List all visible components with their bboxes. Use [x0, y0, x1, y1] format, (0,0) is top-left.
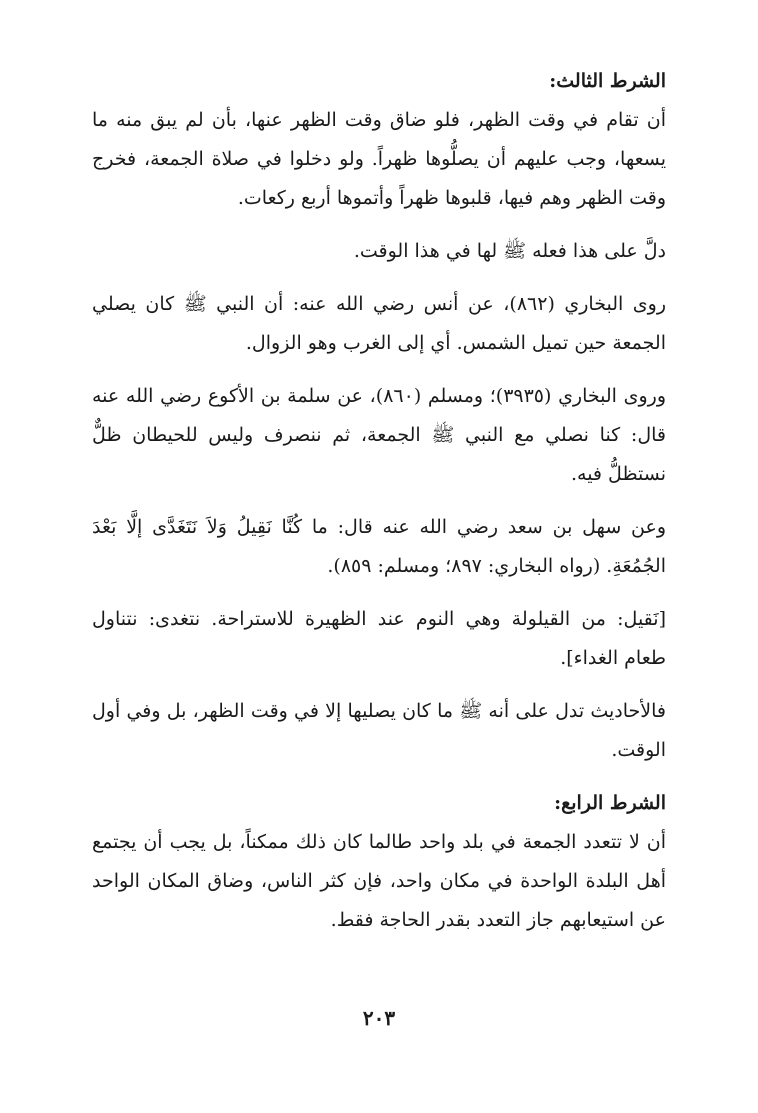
paragraph-hadith-sahl: وعن سهل بن سعد رضي الله عنه قال: ما كُنَّا نَقِيلُ وَلاَ نَتَغَدَّى إلَّا بَعْدَ الجُمُعَةِ. (رواه البخاري: ٨٩٧؛ ومسلم: ٨٥٩). — [92, 516, 666, 577]
paragraph-time-condition: أن تقام في وقت الظهر، فلو ضاق وقت الظهر عنها، بأن لم يبق منه ما يسعها، وجب عليهم أن يصلُّوها ظهراً. ولو دخلوا في صلاة الجمعة، فخرج وقت الظهر وهم فيها، قلبوها ظهراً وأتموها أربع ركعات. — [92, 109, 666, 209]
page-content — [92, 62, 666, 944]
paragraph-evidence-intro: دلَّ على هذا فعله ﷺ لها في هذا الوقت. — [353, 240, 666, 262]
section-heading-fourth-condition: الشرط الرابع: — [554, 792, 666, 814]
paragraph-conclusion: فالأحاديث تدل على أنه ﷺ ما كان يصليها إلا في وقت الظهر، بل وفي أول الوقت. — [92, 700, 666, 761]
section-heading-third-condition: الشرط الثالث: — [549, 70, 666, 92]
page-number: ٢٠٣ — [362, 1006, 396, 1030]
paragraph-hadith-salama: وروى البخاري (٣٩٣٥)؛ ومسلم (٨٦٠)، عن سلمة بن الأكوع رضي الله عنه قال: كنا نصلي مع النبي ﷺ الجمعة، ثم ننصرف وليس للحيطان ظلٌّ نستظلُّ فيه. — [92, 385, 666, 485]
paragraph-hadith-anas: روى البخاري (٨٦٢)، عن أنس رضي الله عنه: أن النبي ﷺ كان يصلي الجمعة حين تميل الشمس. أي إلى الغرب وهو الزوال. — [92, 293, 666, 354]
paragraph-single-location: أن لا تتعدد الجمعة في بلد واحد طالما كان ذلك ممكناً، بل يجب أن يجتمع أهل البلدة الواحدة في مكان واحد، فإن كثر الناس، وضاق المكان الواحد عن استيعابهم جاز التعدد بقدر الحاجة فقط. — [92, 831, 666, 931]
paragraph-glossary: [نَقيل: من القيلولة وهي النوم عند الظهيرة للاستراحة. نتغدى: نتناول طعام الغداء]. — [92, 608, 666, 669]
